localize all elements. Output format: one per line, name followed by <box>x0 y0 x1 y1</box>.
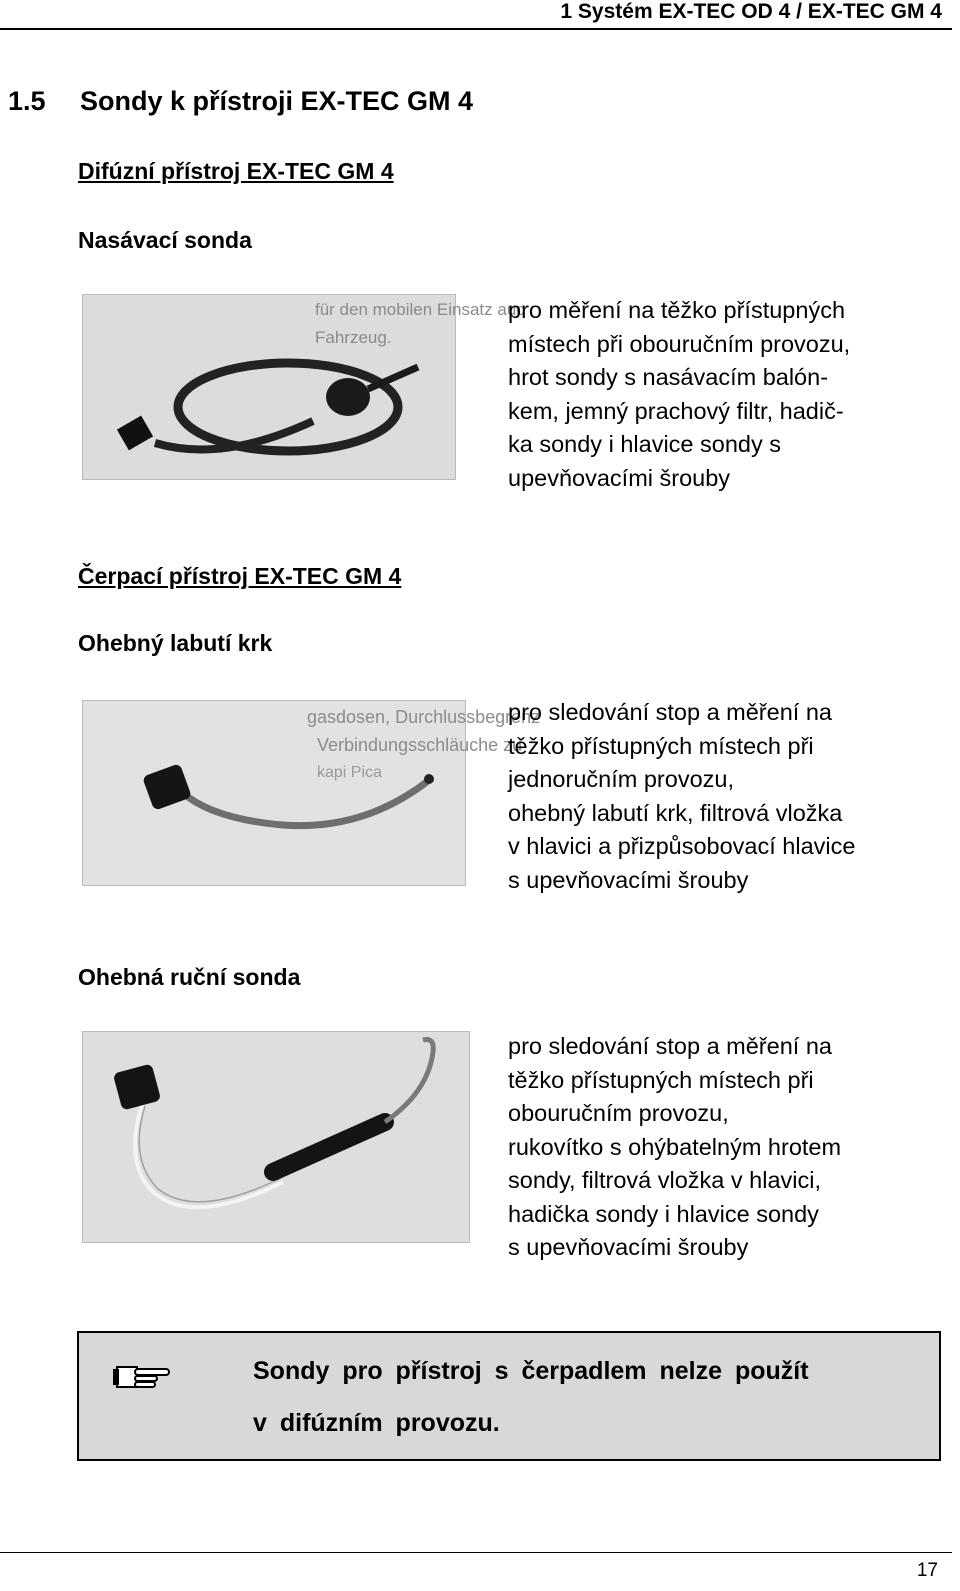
header-divider <box>0 28 952 30</box>
note-line: v difúzním provozu. <box>253 1409 500 1437</box>
probe-title-hand-probe: Ohebná ruční sonda <box>78 964 301 990</box>
gooseneck-tip <box>424 774 434 784</box>
description-line: pro sledování stop a měření na <box>508 699 832 725</box>
description-line: pro měření na těžko přístupných <box>508 297 846 323</box>
section-title: Sondy k přístroji EX-TEC GM 4 <box>80 86 474 116</box>
probe-title-suction: Nasávací sonda <box>78 227 252 253</box>
note-box <box>77 1331 941 1461</box>
description-line: ka sondy i hlavice sondy s <box>508 431 782 457</box>
description-line: těžko přístupných místech při <box>508 1066 814 1093</box>
note-line: Sondy pro přístroj s čerpadlem nelze použít <box>253 1357 809 1385</box>
photo-caption-line: Verbindungsschläuche zu <box>317 735 523 755</box>
description-line: sondy, filtrová vložka v hlavici, <box>508 1167 822 1193</box>
section-number: 1.5 <box>8 86 46 116</box>
hand-probe-description <box>508 1030 938 1265</box>
suction-probe-photo <box>82 294 525 480</box>
description-line: pro sledování stop a měření na <box>508 1033 832 1059</box>
description-line: v hlavici a přizpůsobovací hlavice <box>508 833 856 859</box>
description-line: hadička sondy i hlavice sondy <box>508 1200 819 1227</box>
subsection-diffusion-device: Difúzní přístroj EX-TEC GM 4 <box>78 158 394 184</box>
description-line: s upevňovacími šrouby <box>508 866 749 893</box>
pointing-hand-icon <box>111 1359 175 1395</box>
photo-caption-line: für den mobilen Einsatz auc <box>315 300 525 319</box>
probe-title-gooseneck: Ohebný labutí krk <box>78 630 273 656</box>
suction-bulb <box>326 378 370 416</box>
description-line: rukovítko s ohýbatelným hrotem <box>508 1133 842 1160</box>
description-line: místech při obouručním provozu, <box>508 330 851 357</box>
hand-probe-photo <box>82 1031 470 1243</box>
page-number: 17 <box>916 1560 938 1581</box>
photo-caption-line: Fahrzeug. <box>315 328 392 347</box>
description-line: obouručním provozu, <box>508 1100 729 1126</box>
description-line: upevňovacími šrouby <box>508 464 731 491</box>
page-header-title: 1 Systém EX-TEC OD 4 / EX-TEC GM 4 <box>560 0 942 23</box>
note-text <box>253 1345 903 1449</box>
section-heading <box>8 86 473 117</box>
photo-caption-line: gasdosen, Durchlussbegrenz <box>307 707 541 727</box>
photo-caption-line: kapi Pica <box>317 764 382 781</box>
subsection-pump-device: Čerpací přístroj EX-TEC GM 4 <box>78 563 402 589</box>
description-line: hrot sondy s nasávacím balón- <box>508 364 829 390</box>
description-line: ohebný labutí krk, filtrová vložka <box>508 799 843 826</box>
description-line: kem, jemný prachový filtr, hadič- <box>508 397 844 424</box>
footer-divider <box>0 1552 952 1553</box>
gooseneck-probe-photo <box>82 700 541 886</box>
description-line: jednoručním provozu, <box>508 766 734 792</box>
suction-probe-description <box>508 294 938 495</box>
description-line: těžko přístupných místech při <box>508 732 814 759</box>
gooseneck-probe-description <box>508 696 938 897</box>
description-line: s upevňovacími šrouby <box>508 1234 749 1260</box>
